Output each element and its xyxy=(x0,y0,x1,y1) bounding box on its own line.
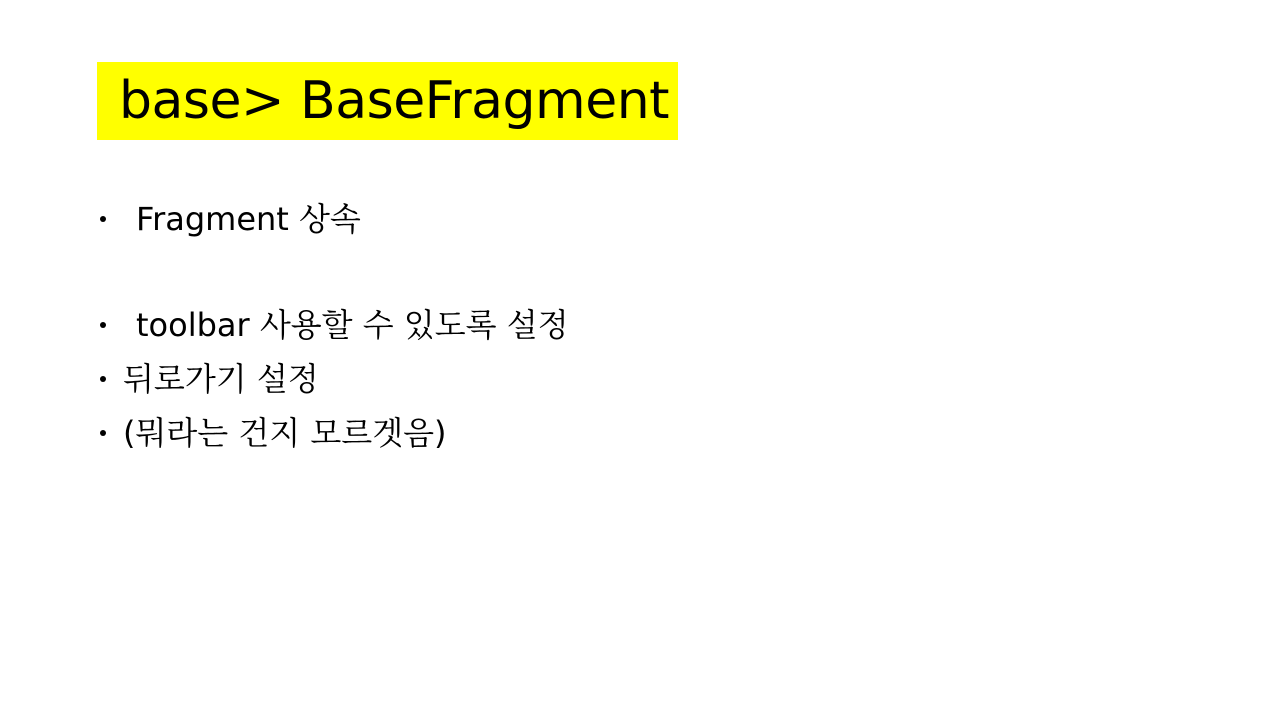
bullet-text: toolbar 사용할 수 있도록 설정 xyxy=(136,306,569,344)
bullet-icon xyxy=(100,430,106,436)
bullet-text: 뒤로가기 설정 xyxy=(123,360,319,398)
bullet-icon xyxy=(100,216,106,222)
title-highlight xyxy=(97,62,678,140)
bullet-item xyxy=(97,298,569,352)
slide-title: base> BaseFragment xyxy=(119,71,670,131)
bullet-text: (뭐라는 건지 모르겟음) xyxy=(123,414,447,452)
bullet-icon xyxy=(100,376,106,382)
bullet-item xyxy=(97,352,569,406)
bullet-item xyxy=(97,192,569,246)
bullet-text: Fragment 상속 xyxy=(136,200,361,238)
bullet-icon xyxy=(100,322,106,328)
bullet-item xyxy=(97,406,569,460)
bullet-list xyxy=(97,192,569,460)
